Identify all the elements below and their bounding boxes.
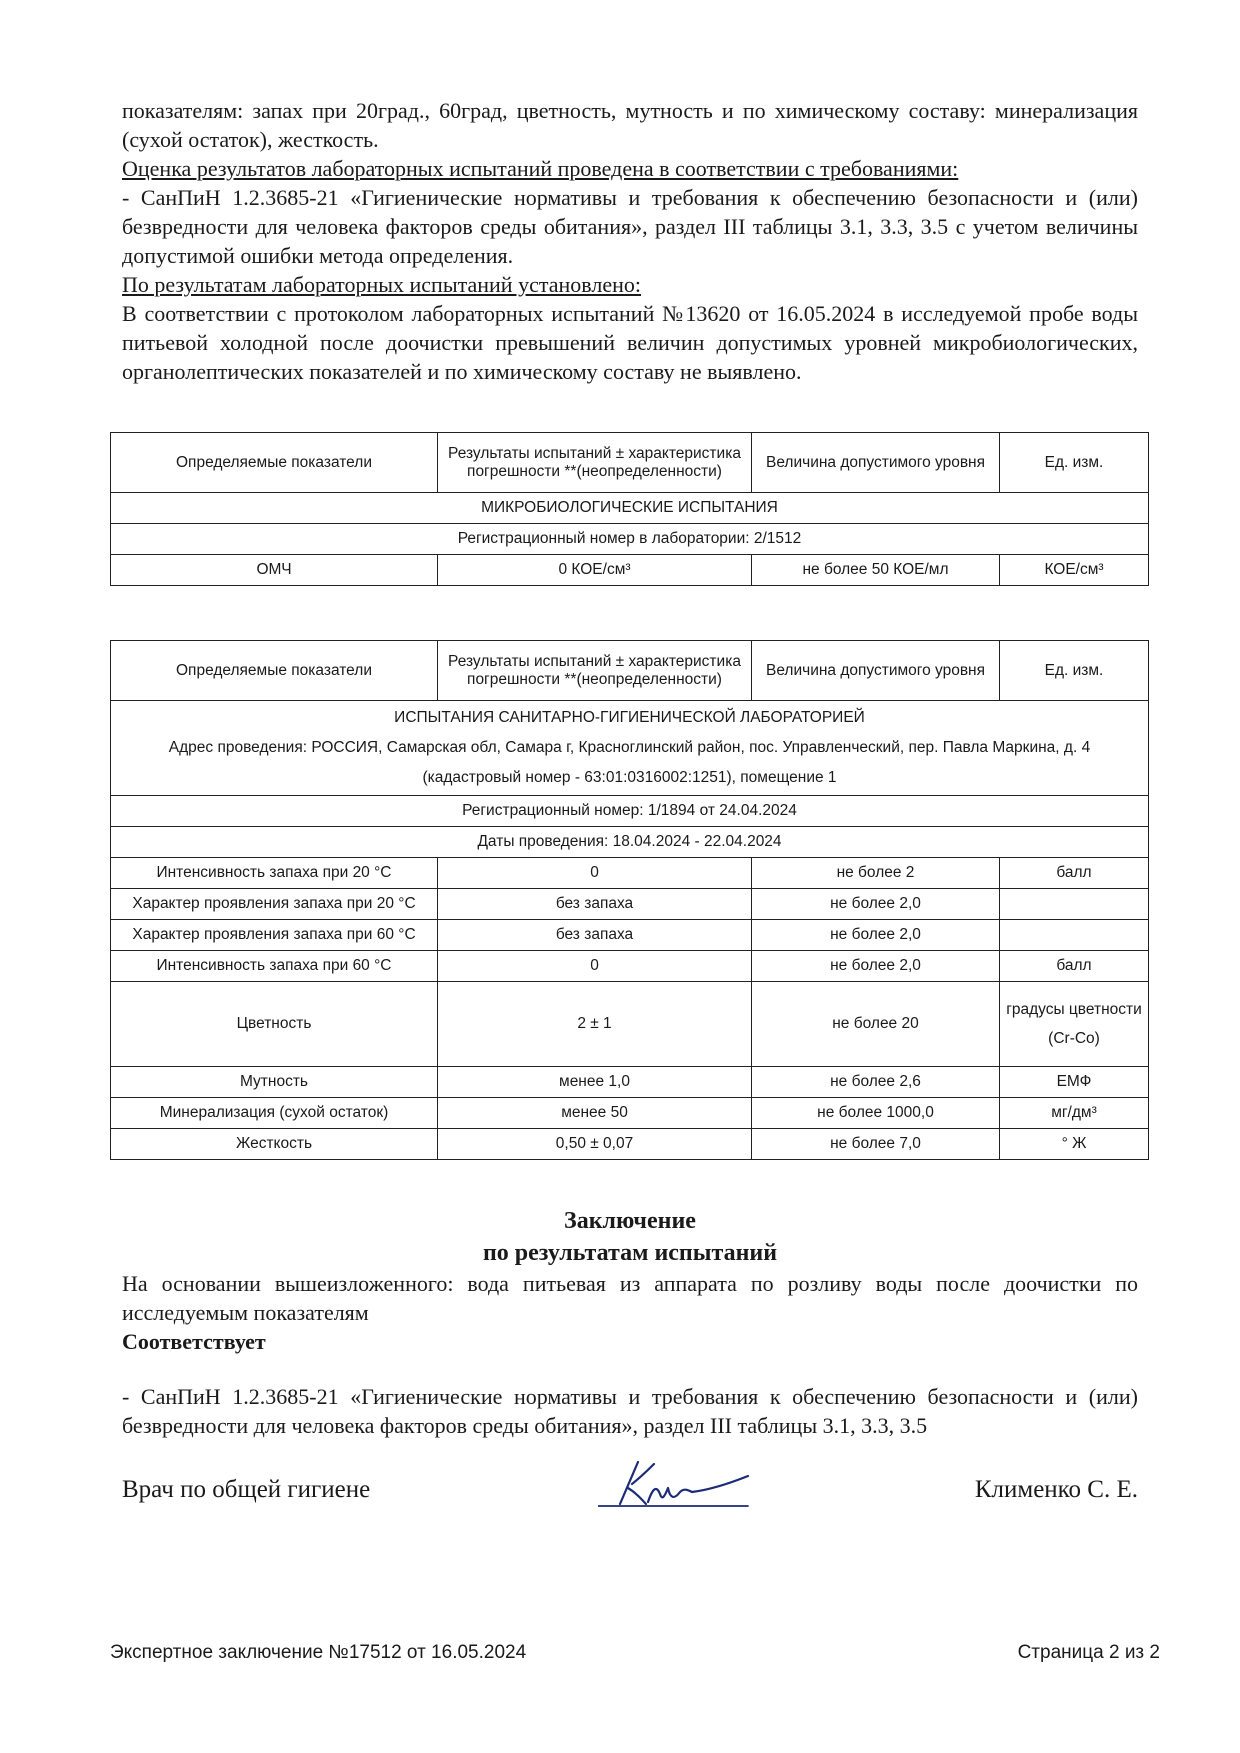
cell-limit: не более 2,0 (752, 951, 1000, 982)
conclusion-basis: - СанПиН 1.2.3685-21 «Гигиенические нормативы и требования к обеспечению безопасности и (или) безвредности для человека факторов среды обитания», раздел III таблицы 3.1, 3.3, 3.5 (122, 1384, 1138, 1438)
result-heading: По результатам лабораторных испытаний установлено: (122, 272, 641, 297)
cell-limit: не более 2,6 (752, 1067, 1000, 1098)
cell-unit: ЕМФ (1000, 1067, 1149, 1098)
reg-number: Регистрационный номер в лаборатории: 2/1512 (111, 524, 1149, 555)
cell-limit: не более 20 (752, 982, 1000, 1067)
reg-row (111, 796, 1149, 827)
cell-indicator: ОМЧ (111, 555, 438, 586)
cell-limit: не более 1000,0 (752, 1098, 1000, 1129)
cell-result: 2 ± 1 (438, 982, 752, 1067)
microbiology-table (110, 432, 1149, 586)
sanitary-table (110, 640, 1149, 1160)
table-header-row (111, 641, 1149, 701)
cell-unit: балл (1000, 858, 1149, 889)
table-row (111, 555, 1149, 586)
cell-indicator: Интенсивность запаха при 60 °С (111, 951, 438, 982)
cell-result: 0 (438, 858, 752, 889)
cell-unit: балл (1000, 951, 1149, 982)
cell-result: без запаха (438, 920, 752, 951)
cell-limit: не более 2,0 (752, 920, 1000, 951)
conclusion-text: На основании вышеизложенного: вода питьевая из аппарата по розливу воды после доочистки по исследуемым показателям (122, 1271, 1138, 1325)
cell-unit (1000, 889, 1149, 920)
cell-limit: не более 7,0 (752, 1129, 1000, 1160)
cell-result: 0 КОЕ/см³ (438, 555, 752, 586)
cell-result: менее 1,0 (438, 1067, 752, 1098)
header-result: Результаты испытаний ± характеристика погрешности **(неопределенности) (438, 433, 752, 493)
reg-number: Регистрационный номер: 1/1894 от 24.04.2024 (111, 796, 1149, 827)
table-row (111, 1098, 1149, 1129)
cell-indicator: Характер проявления запаха при 20 °С (111, 889, 438, 920)
cell-indicator: Цветность (111, 982, 438, 1067)
conclusion-verdict: Соответствует (122, 1329, 266, 1354)
handwritten-signature (598, 1454, 768, 1512)
signature-row (122, 1466, 1138, 1516)
table-header-row (111, 433, 1149, 493)
section-block (111, 701, 1149, 796)
section-row (111, 493, 1149, 524)
header-unit: Ед. изм. (1000, 433, 1149, 493)
header-unit: Ед. изм. (1000, 641, 1149, 701)
dates-row (111, 827, 1149, 858)
cell-indicator: Жесткость (111, 1129, 438, 1160)
section-title: МИКРОБИОЛОГИЧЕСКИЕ ИСПЫТАНИЯ (111, 493, 1149, 524)
cell-result: без запаха (438, 889, 752, 920)
cell-unit: ° Ж (1000, 1129, 1149, 1160)
table-row (111, 920, 1149, 951)
table-row (111, 982, 1149, 1067)
cell-limit: не более 2,0 (752, 889, 1000, 920)
cell-result: 0 (438, 951, 752, 982)
cell-unit (1000, 920, 1149, 951)
cell-limit: не более 50 КОЕ/мл (752, 555, 1000, 586)
table-row (111, 1067, 1149, 1098)
cell-result: менее 50 (438, 1098, 752, 1129)
reg-row (111, 524, 1149, 555)
cell-indicator: Интенсивность запаха при 20 °С (111, 858, 438, 889)
conclusion-block (122, 1205, 1138, 1440)
header-limit: Величина допустимого уровня (752, 641, 1000, 701)
conclusion-title: Заключение (564, 1208, 696, 1234)
result-text: В соответствии с протоколом лабораторных испытаний №13620 от 16.05.2024 в исследуемой пробе воды питьевой холодной после доочистки превышений величин допустимых уровней микробиологических, органолептических показателей и по химическому составу не выявлено. (122, 301, 1138, 384)
cadastral-number: (кадастровый номер - 63:01:0316002:1251), помещение 1 (422, 769, 837, 786)
section-row (111, 701, 1149, 796)
intro-line: показателям: запах при 20град., 60град, цветность, мутность и по химическому составу: минерализация (сухой остаток), жесткость. (122, 98, 1138, 152)
cell-indicator: Характер проявления запаха при 60 °С (111, 920, 438, 951)
cell-unit: КОЕ/см³ (1000, 555, 1149, 586)
eval-heading: Оценка результатов лабораторных испытаний проведена в соответствии с требованиями: (122, 156, 959, 181)
signer-role: Врач по общей гигиене (122, 1476, 371, 1503)
conclusion-subtitle: по результатам испытаний (482, 1240, 778, 1266)
table-row (111, 951, 1149, 982)
section-title: ИСПЫТАНИЯ САНИТАРНО-ГИГИЕНИЧЕСКОЙ ЛАБОРАТОРИЕЙ (394, 709, 865, 726)
table-row (111, 1129, 1149, 1160)
intro-block (122, 96, 1138, 386)
test-dates: Даты проведения: 18.04.2024 - 22.04.2024 (111, 827, 1149, 858)
cell-limit: не более 2 (752, 858, 1000, 889)
footer-page-number: Страница 2 из 2 (1017, 1642, 1160, 1663)
cell-indicator: Мутность (111, 1067, 438, 1098)
cell-unit: градусы цветности (Cr-Co) (1000, 982, 1149, 1067)
footer-document: Экспертное заключение №17512 от 16.05.2024 (110, 1642, 527, 1663)
eval-text: - СанПиН 1.2.3685-21 «Гигиенические нормативы и требования к обеспечению безопасности и (или) безвредности для человека факторов среды обитания», раздел III таблицы 3.1, 3.3, 3.5 с учетом величины допустимой ошибки метода определения. (122, 185, 1138, 268)
cell-unit: мг/дм³ (1000, 1098, 1149, 1129)
header-indicator: Определяемые показатели (111, 641, 438, 701)
cell-result: 0,50 ± 0,07 (438, 1129, 752, 1160)
table-row (111, 858, 1149, 889)
signer-name: Клименко С. Е. (974, 1476, 1138, 1503)
table-row (111, 889, 1149, 920)
header-limit: Величина допустимого уровня (752, 433, 1000, 493)
header-indicator: Определяемые показатели (111, 433, 438, 493)
lab-address: Адрес проведения: РОССИЯ, Самарская обл, Самара г, Красноглинский район, пос. Управленческий, пер. Павла Маркина, д. 4 (168, 739, 1091, 756)
cell-indicator: Минерализация (сухой остаток) (111, 1098, 438, 1129)
header-result: Результаты испытаний ± характеристика погрешности **(неопределенности) (438, 641, 752, 701)
